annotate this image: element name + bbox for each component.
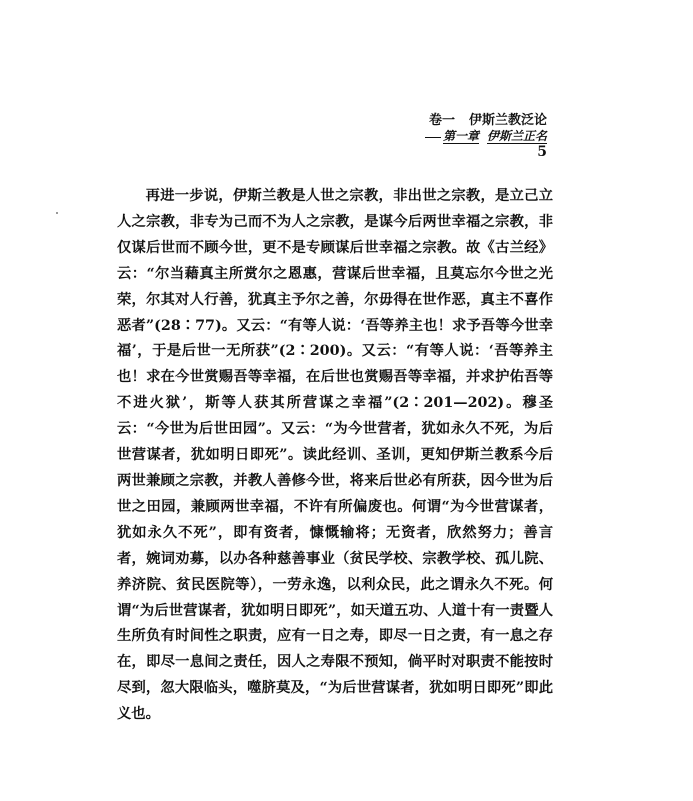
header-chapter-line (287, 129, 547, 144)
page-number: 5 (537, 144, 547, 160)
body-paragraph: 再进一步说，伊斯兰教是人世之宗教，非出世之宗教，是立己立人之宗教，非专为己而不为人之宗教，是谋今后两世幸福之宗教，非仅谋后世而不顾今世，更不是专顾谋后世幸福之宗教。故《古兰经》云：“尔当藉真主所赏尔之恩惠，营谋后世幸福，且莫忘尔今世之光荣，尔其对人行善，犹真主予尔之善，尔毋得在世作恶，真主不喜作恶者”(28∶77)。又云：“有等人说：‘吾等养主也！求予吾等今世幸福’，于是后世一无所获”(2∶200)。又云：“有等人说：‘吾等养主也！求在今世赏赐吾等幸福，在后世也赏赐吾等幸福，并求护佑吾等不进火狱’，斯等人获其所营谋之幸福”(2∶201—202)。穆圣云：“今世为后世田园”。又云：“为今世营者，犹如永久不死，为后世营谋者，犹如明日即死”。读此经训、圣训，更知伊斯兰教系今后两世兼顾之宗教，并教人善修今世，将来后世必有所获，因今世为后世之田园，兼顾两世幸福，不许有所偏废也。何谓“为今世营谋者，犹如永久不死”，即有资者，慷慨输将；无资者，欣然努力；善言者，婉词劝募，以办各种慈善事业（贫民学校、宗教学校、孤儿院、养济院、贫民医院等），一劳永逸，以利众民，此之谓永久不死。何谓“为后世营谋者，犹如明日即死”，如天道五功、人道十有一责暨人生所负有时间性之职责，应有一日之寿，即尽一日之责，有一息之存在，即尽一息间之责任，因人之寿限不预知，倘平时对职责不能按时尽到，忽大限临头，噬脐莫及，“为后世营谋者，犹如明日即死”即此义也。 (117, 188, 553, 723)
book-title: 伊斯兰教泛论 (468, 113, 547, 128)
running-header (287, 112, 547, 160)
chapter-label: 第一章 (442, 129, 479, 143)
margin-speck (56, 212, 58, 214)
header-title-line (287, 112, 547, 129)
header-rule (425, 137, 441, 138)
volume-label: 卷一 (428, 113, 455, 128)
section-label: 伊斯兰正名 (486, 129, 547, 143)
